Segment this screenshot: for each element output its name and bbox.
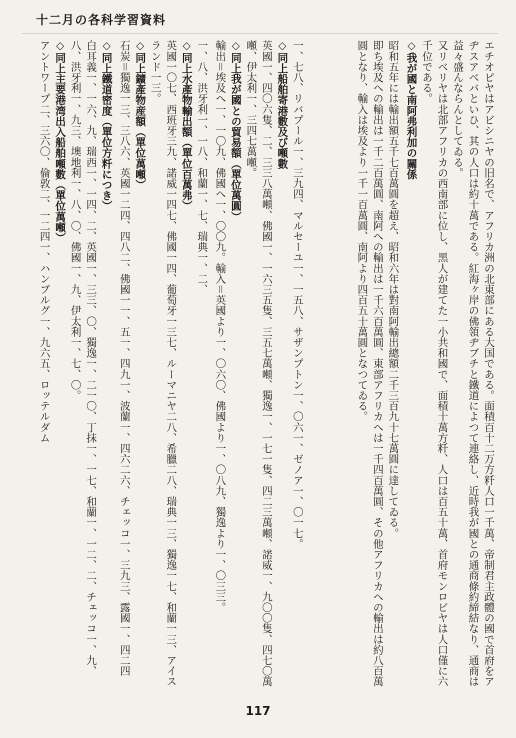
- column-5-para-1: 白耳義一、一六、九、瑞西一、一四、二、英國一、三三、〇、獨逸一、二一〇、丁抹一、一七、和蘭一、一二、二、チェッコ一、九、八、洪牙利一、九三、墺地利一、八、〇、佛國一、九、伊太利一、七、〇。: [69, 40, 98, 676]
- column-1: [402, 40, 496, 696]
- column-4-para-1: 一、八、洪牙利一、一八、和蘭一、七、瑞典一、二、: [196, 40, 209, 295]
- column-2: [307, 40, 401, 696]
- column-4-para-2: 英國一〇七、西班牙三九、諾威一四七、佛國一四、葡萄牙一三七、ルーマニヤ二八、希臘二八、瑞典一三、獨逸一七、和蘭一三、アイスランド一三。: [149, 40, 178, 687]
- column-3-para-3: 輸出＝埃及へ一、一〇九、佛國へ一、〇〇九。輸入＝英國より一、〇六〇、佛國より一、〇八九、獨逸より一、〇三三。: [214, 40, 227, 613]
- column-2-para-2: 即ち埃及への輸出は一千二百萬圓、南阿への輸出は一千六百萬圓、東部アフリカへは一千四百萬圓、その他アフリカへの輸出は約八百萬圓となり、輸入は埃及より一千一百萬圓、南阿より四百五十萬圓となつてゐる。: [356, 40, 384, 687]
- column-5: [20, 40, 114, 696]
- header-divider: [22, 33, 498, 34]
- column-1-para-1: エチオピヤはアビシニヤの旧名で、アフリカ洲の北東部にある大国である。面積百十二万方粁人口一千萬、帝制君主政體の國で首府をアヂスアベバといひ、其の人口は約十萬である。紅海ヶ岸の佛領ヂブチと鐵道によつて連絡し、近時我が國との通商條約締結なり、通商は益々盛んならんとしてゐる。: [452, 40, 495, 687]
- page-number: 117: [245, 704, 271, 718]
- section-heading: ◇同上水產物輸出額（單位百萬弗）: [180, 40, 193, 212]
- column-3-para-1: 一、七八、リバプール一、三九四、マルセーユ一、一五八、サザンプトン一、〇六一、ゼノア一、〇一七。: [291, 40, 304, 549]
- section-heading: ◇同上船舶寄港數及び噸數: [276, 40, 289, 169]
- section-heading: ◇同上鑛產物産額（單位萬噸）: [134, 40, 147, 190]
- column-4-para-3: 石炭＝獨逸一三、三八六、英國一二四、四八二、佛國一一、五一、四九一、波蘭一、四六二六、チェッコ一、三九三、露國一、四二四: [118, 40, 131, 676]
- column-1-para-2: 又リベリヤは北部アフリカの西南部に位し、黑人が建てた一小共和國で、面積十萬方粁、人口は百五十萬、首府モンロビヤは人口僅に六千位である。: [421, 40, 449, 687]
- column-3: [211, 40, 305, 696]
- column-1-para-3: [402, 40, 403, 696]
- column-4: [116, 40, 210, 696]
- section-heading: ◇同上鐵道密度（單位方粁につき）: [100, 40, 113, 212]
- column-3-para-2: 英國一、四〇六隻、二、三三八萬噸、佛國一、一六三五隻、三五七萬噸、獨逸一、一七一隻、四二三萬噸、諾威一、九〇〇隻、四七〇萬噸、伊太利一、三四七萬噸。: [245, 40, 273, 687]
- section-heading: ◇同上主要港湾出入船舶噸數（單位萬噸）: [54, 40, 67, 243]
- running-header: 十二月の各科学習資料: [36, 13, 167, 27]
- column-5-para-2: アントワープ二、三六〇、倫敦二、一二四一、ハンブルグ一、九六五、ロッテルダム: [38, 40, 51, 443]
- section-heading: ◇同上我が國との貿易額（單位萬圓）: [229, 40, 242, 222]
- section-heading: ◇我が國と南阿弗利加の關係: [405, 40, 418, 180]
- text-columns: [20, 40, 496, 696]
- column-2-para-1: 昭和五年には輸出額五千七百萬圓を超え、昭和六年は對南阿輸出總額二千三百九十七萬圓に達してゐる。: [387, 40, 400, 539]
